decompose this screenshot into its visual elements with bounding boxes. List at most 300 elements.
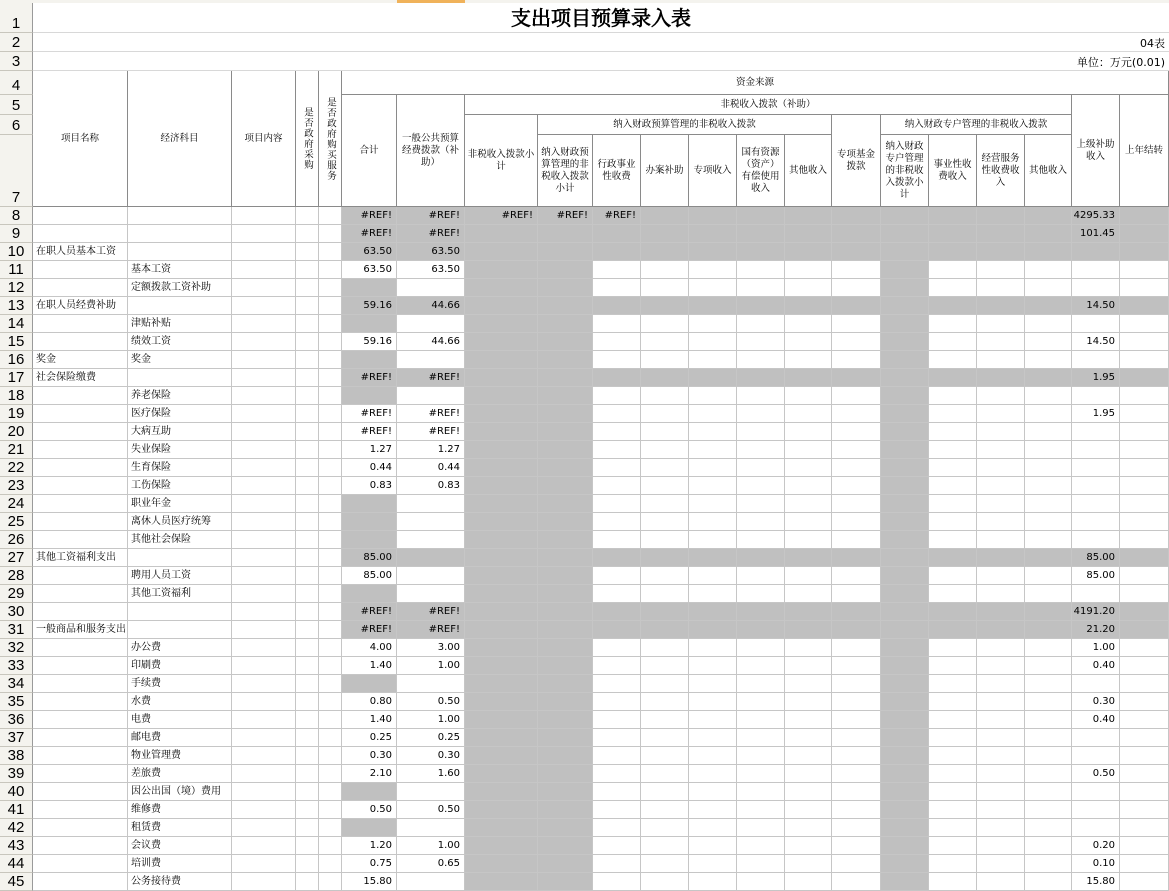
table-cell[interactable] — [689, 387, 737, 405]
table-cell[interactable] — [33, 873, 128, 891]
table-cell[interactable] — [232, 513, 296, 531]
row-header[interactable]: 13 — [0, 297, 33, 315]
table-cell[interactable] — [1025, 855, 1072, 873]
cell-total[interactable] — [342, 513, 397, 531]
table-cell[interactable] — [977, 369, 1025, 387]
cell-budget-subtotal[interactable] — [538, 621, 593, 639]
row-header[interactable]: 44 — [0, 855, 33, 873]
table-cell[interactable] — [737, 783, 785, 801]
table-cell[interactable] — [689, 261, 737, 279]
table-cell[interactable] — [1120, 351, 1169, 369]
cell-econ-subject[interactable]: 大病互助 — [128, 423, 232, 441]
cell-budget-subtotal[interactable] — [538, 405, 593, 423]
table-cell[interactable] — [737, 747, 785, 765]
table-cell[interactable] — [232, 837, 296, 855]
cell-budget-subtotal[interactable] — [538, 315, 593, 333]
table-cell[interactable] — [1025, 585, 1072, 603]
row-header[interactable]: 14 — [0, 315, 33, 333]
table-cell[interactable] — [1025, 243, 1072, 261]
table-cell[interactable] — [296, 207, 319, 225]
table-cell[interactable] — [33, 855, 128, 873]
cell-econ-subject[interactable]: 印刷费 — [128, 657, 232, 675]
table-cell[interactable] — [319, 225, 342, 243]
cell-admin-fee[interactable] — [593, 801, 641, 819]
cell-general-budget[interactable] — [397, 549, 465, 567]
table-cell[interactable] — [296, 729, 319, 747]
cell-budget-subtotal[interactable] — [538, 495, 593, 513]
table-cell[interactable] — [832, 585, 881, 603]
cell-budget-subtotal[interactable] — [538, 531, 593, 549]
table-cell[interactable] — [832, 711, 881, 729]
cell-econ-subject[interactable]: 绩效工资 — [128, 333, 232, 351]
table-cell[interactable] — [641, 693, 689, 711]
cell-admin-fee[interactable] — [593, 513, 641, 531]
table-cell[interactable] — [1120, 603, 1169, 621]
cell-econ-subject[interactable]: 维修费 — [128, 801, 232, 819]
table-cell[interactable] — [1025, 351, 1072, 369]
row-header[interactable]: 16 — [0, 351, 33, 369]
cell-admin-fee[interactable] — [593, 729, 641, 747]
cell-budget-subtotal[interactable] — [538, 675, 593, 693]
table-cell[interactable] — [128, 207, 232, 225]
table-cell[interactable] — [296, 513, 319, 531]
table-cell[interactable] — [296, 423, 319, 441]
table-cell[interactable] — [319, 765, 342, 783]
table-cell[interactable] — [641, 531, 689, 549]
table-cell[interactable] — [1025, 513, 1072, 531]
table-cell[interactable] — [977, 837, 1025, 855]
table-cell[interactable] — [689, 711, 737, 729]
table-cell[interactable] — [785, 261, 832, 279]
cell-project-name[interactable]: 其他工资福利支出 — [33, 549, 128, 567]
table-cell[interactable] — [319, 441, 342, 459]
table-cell[interactable] — [319, 549, 342, 567]
row-header[interactable]: 1 — [0, 3, 33, 33]
table-cell[interactable] — [689, 567, 737, 585]
cell-nontax-subtotal[interactable] — [465, 531, 538, 549]
table-cell[interactable] — [296, 855, 319, 873]
cell-superior-subsidy[interactable]: 85.00 — [1072, 549, 1120, 567]
table-cell[interactable] — [641, 225, 689, 243]
cell-superior-subsidy[interactable]: 4191.20 — [1072, 603, 1120, 621]
row-header[interactable]: 19 — [0, 405, 33, 423]
cell-econ-subject[interactable]: 奖金 — [128, 351, 232, 369]
table-cell[interactable] — [319, 405, 342, 423]
table-cell[interactable] — [881, 855, 929, 873]
cell-general-budget[interactable] — [397, 873, 465, 891]
table-cell[interactable] — [641, 675, 689, 693]
table-cell[interactable] — [929, 261, 977, 279]
row-header[interactable]: 38 — [0, 747, 33, 765]
cell-econ-subject[interactable]: 会议费 — [128, 837, 232, 855]
table-cell[interactable] — [832, 837, 881, 855]
table-cell[interactable] — [296, 873, 319, 891]
cell-general-budget[interactable]: #REF! — [397, 225, 465, 243]
table-cell[interactable] — [977, 567, 1025, 585]
table-cell[interactable] — [33, 729, 128, 747]
table-cell[interactable] — [33, 333, 128, 351]
table-cell[interactable] — [1120, 729, 1169, 747]
table-cell[interactable] — [33, 261, 128, 279]
table-cell[interactable] — [641, 711, 689, 729]
table-cell[interactable] — [737, 405, 785, 423]
table-cell[interactable] — [881, 477, 929, 495]
table-cell[interactable] — [832, 225, 881, 243]
table-cell[interactable] — [977, 603, 1025, 621]
table-cell[interactable] — [785, 783, 832, 801]
table-cell[interactable] — [929, 531, 977, 549]
cell-general-budget[interactable] — [397, 531, 465, 549]
table-cell[interactable] — [296, 369, 319, 387]
table-cell[interactable] — [737, 351, 785, 369]
cell-admin-fee[interactable] — [593, 531, 641, 549]
table-cell[interactable] — [785, 603, 832, 621]
cell-nontax-subtotal[interactable] — [465, 855, 538, 873]
cell-budget-subtotal[interactable] — [538, 459, 593, 477]
cell-econ-subject[interactable]: 离休人员医疗统筹 — [128, 513, 232, 531]
table-cell[interactable] — [832, 729, 881, 747]
cell-admin-fee[interactable] — [593, 549, 641, 567]
table-cell[interactable] — [1025, 333, 1072, 351]
table-cell[interactable] — [737, 567, 785, 585]
table-cell[interactable] — [929, 801, 977, 819]
table-cell[interactable] — [929, 405, 977, 423]
table-cell[interactable] — [737, 243, 785, 261]
cell-general-budget[interactable] — [397, 387, 465, 405]
table-cell[interactable] — [929, 333, 977, 351]
table-cell[interactable] — [1120, 279, 1169, 297]
table-cell[interactable] — [319, 477, 342, 495]
table-cell[interactable] — [641, 297, 689, 315]
cell-econ-subject[interactable]: 养老保险 — [128, 387, 232, 405]
table-cell[interactable] — [929, 747, 977, 765]
table-cell[interactable] — [296, 675, 319, 693]
table-cell[interactable] — [832, 423, 881, 441]
table-cell[interactable] — [977, 207, 1025, 225]
cell-total[interactable]: 0.50 — [342, 801, 397, 819]
table-cell[interactable] — [929, 837, 977, 855]
table-cell[interactable] — [296, 783, 319, 801]
table-cell[interactable] — [929, 495, 977, 513]
table-cell[interactable] — [33, 783, 128, 801]
row-header[interactable]: 23 — [0, 477, 33, 495]
cell-budget-subtotal[interactable] — [538, 693, 593, 711]
cell-nontax-subtotal[interactable] — [465, 261, 538, 279]
table-cell[interactable] — [128, 369, 232, 387]
row-header[interactable]: 9 — [0, 225, 33, 243]
cell-superior-subsidy[interactable]: 21.20 — [1072, 621, 1120, 639]
table-cell[interactable] — [832, 639, 881, 657]
table-cell[interactable] — [737, 585, 785, 603]
cell-nontax-subtotal[interactable] — [465, 459, 538, 477]
table-cell[interactable] — [881, 747, 929, 765]
cell-budget-subtotal[interactable] — [538, 711, 593, 729]
table-cell[interactable] — [1120, 675, 1169, 693]
table-cell[interactable] — [737, 531, 785, 549]
table-cell[interactable] — [319, 657, 342, 675]
table-cell[interactable] — [785, 459, 832, 477]
table-cell[interactable] — [232, 819, 296, 837]
table-cell[interactable] — [689, 837, 737, 855]
table-cell[interactable] — [1025, 801, 1072, 819]
cell-general-budget[interactable] — [397, 675, 465, 693]
table-cell[interactable] — [737, 387, 785, 405]
cell-superior-subsidy[interactable] — [1072, 315, 1120, 333]
cell-admin-fee[interactable] — [593, 225, 641, 243]
table-cell[interactable] — [785, 801, 832, 819]
table-cell[interactable] — [232, 621, 296, 639]
cell-budget-subtotal[interactable] — [538, 639, 593, 657]
table-cell[interactable] — [881, 369, 929, 387]
table-cell[interactable] — [689, 441, 737, 459]
table-cell[interactable] — [232, 855, 296, 873]
table-cell[interactable] — [785, 729, 832, 747]
table-cell[interactable] — [641, 459, 689, 477]
table-cell[interactable] — [296, 297, 319, 315]
cell-econ-subject[interactable]: 失业保险 — [128, 441, 232, 459]
table-cell[interactable] — [319, 369, 342, 387]
table-cell[interactable] — [1025, 837, 1072, 855]
table-cell[interactable] — [1120, 261, 1169, 279]
table-cell[interactable] — [296, 261, 319, 279]
table-cell[interactable] — [689, 315, 737, 333]
table-cell[interactable] — [296, 279, 319, 297]
cell-nontax-subtotal[interactable] — [465, 387, 538, 405]
table-cell[interactable] — [33, 405, 128, 423]
table-cell[interactable] — [641, 639, 689, 657]
table-cell[interactable] — [319, 243, 342, 261]
table-cell[interactable] — [641, 621, 689, 639]
cell-nontax-subtotal[interactable] — [465, 495, 538, 513]
table-cell[interactable] — [785, 207, 832, 225]
table-cell[interactable] — [881, 675, 929, 693]
cell-superior-subsidy[interactable]: 14.50 — [1072, 333, 1120, 351]
table-cell[interactable] — [1025, 495, 1072, 513]
table-cell[interactable] — [689, 729, 737, 747]
row-header[interactable]: 25 — [0, 513, 33, 531]
table-cell[interactable] — [737, 729, 785, 747]
cell-admin-fee[interactable] — [593, 423, 641, 441]
cell-nontax-subtotal[interactable] — [465, 477, 538, 495]
cell-nontax-subtotal[interactable] — [465, 675, 538, 693]
table-cell[interactable] — [832, 819, 881, 837]
table-cell[interactable] — [881, 459, 929, 477]
table-cell[interactable] — [641, 261, 689, 279]
table-cell[interactable] — [881, 351, 929, 369]
table-cell[interactable] — [319, 621, 342, 639]
cell-admin-fee[interactable] — [593, 333, 641, 351]
cell-admin-fee[interactable] — [593, 567, 641, 585]
table-cell[interactable] — [319, 855, 342, 873]
table-cell[interactable] — [33, 603, 128, 621]
table-cell[interactable] — [1025, 711, 1072, 729]
table-cell[interactable] — [1120, 477, 1169, 495]
cell-budget-subtotal[interactable] — [538, 513, 593, 531]
cell-general-budget[interactable] — [397, 783, 465, 801]
table-cell[interactable] — [881, 297, 929, 315]
table-cell[interactable] — [296, 531, 319, 549]
table-cell[interactable] — [737, 333, 785, 351]
table-cell[interactable] — [296, 711, 319, 729]
table-cell[interactable] — [689, 801, 737, 819]
table-cell[interactable] — [832, 351, 881, 369]
table-cell[interactable] — [785, 531, 832, 549]
row-header[interactable]: 15 — [0, 333, 33, 351]
row-header[interactable]: 43 — [0, 837, 33, 855]
table-cell[interactable] — [977, 585, 1025, 603]
cell-budget-subtotal[interactable] — [538, 819, 593, 837]
table-cell[interactable] — [977, 675, 1025, 693]
table-cell[interactable] — [689, 279, 737, 297]
table-cell[interactable] — [1120, 873, 1169, 891]
cell-total[interactable] — [342, 531, 397, 549]
table-cell[interactable] — [641, 495, 689, 513]
row-header[interactable]: 35 — [0, 693, 33, 711]
cell-econ-subject[interactable]: 办公费 — [128, 639, 232, 657]
table-cell[interactable] — [319, 711, 342, 729]
cell-nontax-subtotal[interactable] — [465, 333, 538, 351]
table-cell[interactable] — [977, 423, 1025, 441]
table-cell[interactable] — [1120, 387, 1169, 405]
table-cell[interactable] — [737, 297, 785, 315]
table-cell[interactable] — [296, 441, 319, 459]
table-cell[interactable] — [1025, 693, 1072, 711]
table-cell[interactable] — [737, 513, 785, 531]
row-header[interactable]: 2 — [0, 33, 33, 52]
table-cell[interactable] — [641, 657, 689, 675]
row-header[interactable]: 26 — [0, 531, 33, 549]
table-cell[interactable] — [33, 837, 128, 855]
table-cell[interactable] — [737, 873, 785, 891]
table-cell[interactable] — [128, 243, 232, 261]
cell-superior-subsidy[interactable] — [1072, 585, 1120, 603]
cell-admin-fee[interactable] — [593, 621, 641, 639]
row-header[interactable]: 36 — [0, 711, 33, 729]
table-cell[interactable] — [785, 333, 832, 351]
cell-admin-fee[interactable] — [593, 711, 641, 729]
table-cell[interactable] — [977, 747, 1025, 765]
table-cell[interactable] — [296, 765, 319, 783]
cell-total[interactable]: 2.10 — [342, 765, 397, 783]
table-cell[interactable] — [232, 603, 296, 621]
table-cell[interactable] — [881, 639, 929, 657]
cell-admin-fee[interactable] — [593, 243, 641, 261]
table-cell[interactable] — [881, 873, 929, 891]
table-cell[interactable] — [1120, 801, 1169, 819]
table-cell[interactable] — [785, 873, 832, 891]
table-cell[interactable] — [785, 243, 832, 261]
cell-econ-subject[interactable]: 聘用人员工资 — [128, 567, 232, 585]
table-cell[interactable] — [929, 765, 977, 783]
table-cell[interactable] — [929, 297, 977, 315]
cell-econ-subject[interactable]: 其他社会保险 — [128, 531, 232, 549]
cell-budget-subtotal[interactable] — [538, 387, 593, 405]
row-header[interactable]: 45 — [0, 873, 33, 891]
cell-total[interactable] — [342, 387, 397, 405]
cell-admin-fee[interactable] — [593, 477, 641, 495]
cell-econ-subject[interactable]: 差旅费 — [128, 765, 232, 783]
table-cell[interactable] — [785, 387, 832, 405]
table-cell[interactable] — [832, 747, 881, 765]
cell-econ-subject[interactable]: 手续费 — [128, 675, 232, 693]
table-cell[interactable] — [232, 549, 296, 567]
table-cell[interactable] — [737, 855, 785, 873]
cell-admin-fee[interactable] — [593, 585, 641, 603]
table-cell[interactable] — [296, 801, 319, 819]
table-cell[interactable] — [929, 729, 977, 747]
cell-econ-subject[interactable]: 水费 — [128, 693, 232, 711]
table-cell[interactable] — [33, 387, 128, 405]
table-cell[interactable] — [785, 315, 832, 333]
table-cell[interactable] — [977, 783, 1025, 801]
table-cell[interactable] — [1025, 423, 1072, 441]
cell-total[interactable]: 63.50 — [342, 243, 397, 261]
row-header[interactable]: 6 — [0, 115, 33, 135]
cell-total[interactable]: 85.00 — [342, 567, 397, 585]
cell-nontax-subtotal[interactable] — [465, 513, 538, 531]
cell-superior-subsidy[interactable]: 1.95 — [1072, 369, 1120, 387]
table-cell[interactable] — [881, 783, 929, 801]
table-cell[interactable] — [881, 423, 929, 441]
table-cell[interactable] — [785, 477, 832, 495]
row-header[interactable]: 18 — [0, 387, 33, 405]
cell-econ-subject[interactable]: 租赁费 — [128, 819, 232, 837]
table-cell[interactable] — [689, 675, 737, 693]
table-cell[interactable] — [33, 639, 128, 657]
table-cell[interactable] — [785, 549, 832, 567]
table-cell[interactable] — [33, 459, 128, 477]
cell-nontax-subtotal[interactable] — [465, 729, 538, 747]
cell-total[interactable]: 59.16 — [342, 297, 397, 315]
table-cell[interactable] — [785, 855, 832, 873]
table-cell[interactable] — [232, 477, 296, 495]
table-cell[interactable] — [832, 243, 881, 261]
table-cell[interactable] — [1120, 207, 1169, 225]
row-header[interactable]: 41 — [0, 801, 33, 819]
table-cell[interactable] — [1025, 459, 1072, 477]
table-cell[interactable] — [785, 765, 832, 783]
table-cell[interactable] — [881, 549, 929, 567]
table-cell[interactable] — [785, 657, 832, 675]
cell-budget-subtotal[interactable] — [538, 423, 593, 441]
cell-budget-subtotal[interactable] — [538, 477, 593, 495]
row-header[interactable]: 37 — [0, 729, 33, 747]
table-cell[interactable] — [1025, 369, 1072, 387]
cell-econ-subject[interactable]: 定额拨款工资补助 — [128, 279, 232, 297]
cell-total[interactable] — [342, 675, 397, 693]
table-cell[interactable] — [737, 711, 785, 729]
row-header[interactable]: 21 — [0, 441, 33, 459]
table-cell[interactable] — [689, 423, 737, 441]
table-cell[interactable] — [33, 765, 128, 783]
table-cell[interactable] — [1025, 603, 1072, 621]
cell-superior-subsidy[interactable] — [1072, 783, 1120, 801]
cell-superior-subsidy[interactable] — [1072, 729, 1120, 747]
table-cell[interactable] — [33, 819, 128, 837]
table-cell[interactable] — [977, 693, 1025, 711]
table-cell[interactable] — [1120, 225, 1169, 243]
table-cell[interactable] — [832, 603, 881, 621]
cell-nontax-subtotal[interactable] — [465, 405, 538, 423]
table-cell[interactable] — [296, 837, 319, 855]
table-cell[interactable] — [1025, 261, 1072, 279]
table-cell[interactable] — [689, 495, 737, 513]
cell-budget-subtotal[interactable] — [538, 549, 593, 567]
table-cell[interactable] — [929, 549, 977, 567]
table-cell[interactable] — [977, 333, 1025, 351]
table-cell[interactable] — [785, 711, 832, 729]
table-cell[interactable] — [1120, 567, 1169, 585]
